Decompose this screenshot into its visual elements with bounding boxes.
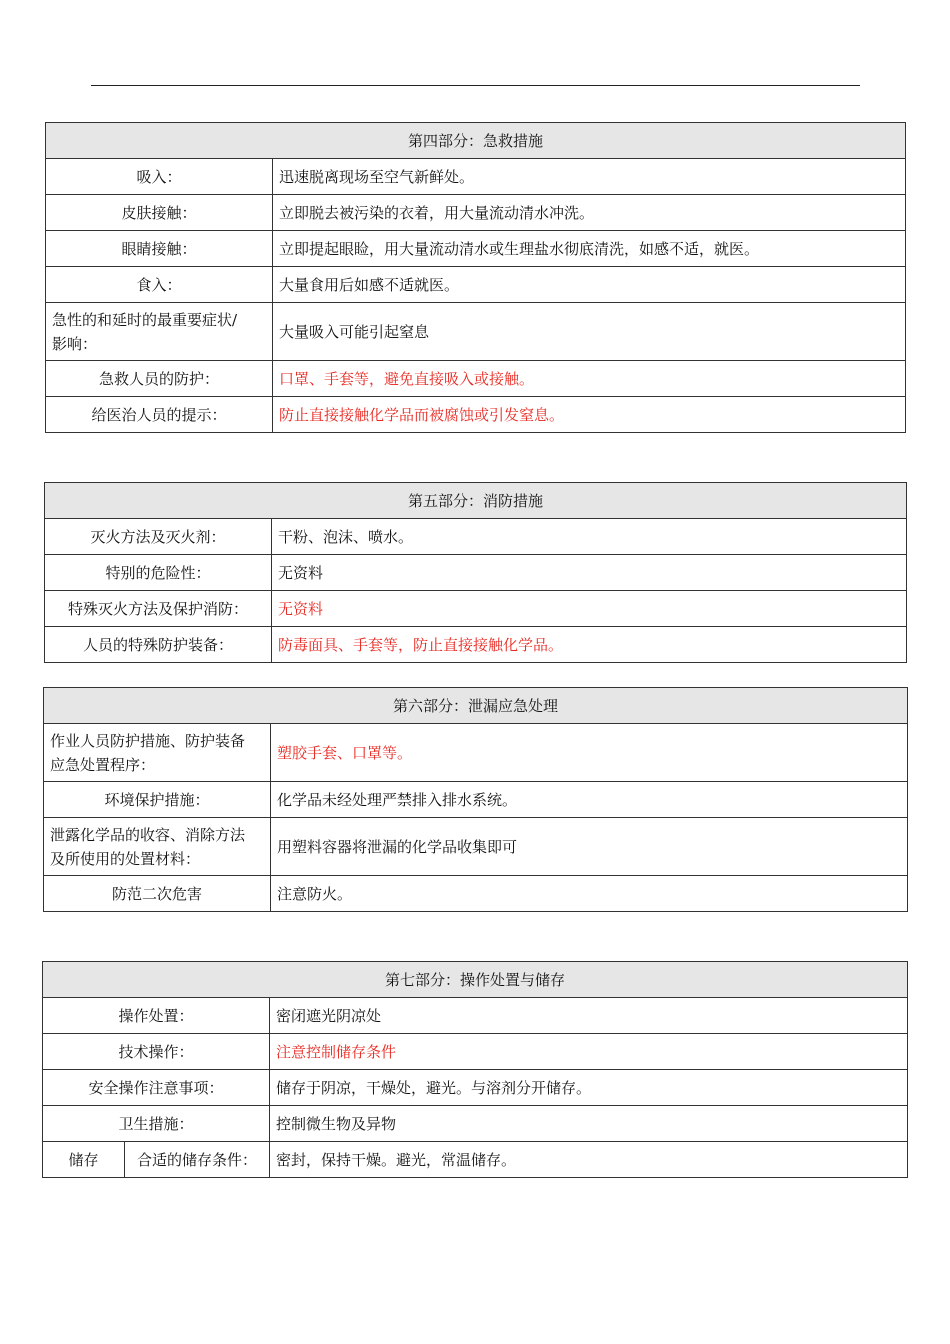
table-row bbox=[46, 231, 906, 267]
table-row bbox=[43, 1142, 908, 1178]
row-label: 皮肤接触： bbox=[46, 195, 273, 231]
section-first-aid bbox=[45, 122, 906, 433]
row-value: 防毒面具、手套等，防止直接接触化学品。 bbox=[272, 627, 907, 663]
section-title: 第五部分：消防措施 bbox=[45, 483, 907, 519]
row-value: 大量吸入可能引起窒息 bbox=[273, 303, 906, 361]
table-row bbox=[46, 159, 906, 195]
row-value: 立即脱去被污染的衣着，用大量流动清水冲洗。 bbox=[273, 195, 906, 231]
table-row bbox=[46, 195, 906, 231]
row-value: 无资料 bbox=[272, 591, 907, 627]
row-value: 干粉、泡沫、喷水。 bbox=[272, 519, 907, 555]
row-label-line: 作业人员防护措施、防护装备 bbox=[50, 731, 246, 750]
table-row bbox=[43, 1070, 908, 1106]
table-row bbox=[44, 876, 908, 912]
row-value: 大量食用后如感不适就医。 bbox=[273, 267, 906, 303]
row-label-line: 应急处置程序： bbox=[50, 755, 156, 774]
table-row bbox=[43, 1034, 908, 1070]
row-value: 防止直接接触化学品而被腐蚀或引发窒息。 bbox=[273, 397, 906, 433]
table-row bbox=[43, 998, 908, 1034]
row-value: 密闭遮光阴凉处 bbox=[270, 998, 908, 1034]
row-label: 眼睛接触： bbox=[46, 231, 273, 267]
table-row bbox=[45, 627, 907, 663]
row-value: 注意控制储存条件 bbox=[270, 1034, 908, 1070]
table-row bbox=[44, 818, 908, 876]
row-label: 安全操作注意事项： bbox=[43, 1070, 270, 1106]
row-label bbox=[46, 303, 273, 361]
table-row bbox=[46, 267, 906, 303]
row-value: 注意防火。 bbox=[271, 876, 908, 912]
row-value: 立即提起眼睑，用大量流动清水或生理盐水彻底清洗，如感不适，就医。 bbox=[273, 231, 906, 267]
row-value: 储存于阴凉，干燥处，避光。与溶剂分开储存。 bbox=[270, 1070, 908, 1106]
table-row bbox=[45, 591, 907, 627]
row-value: 迅速脱离现场至空气新鲜处。 bbox=[273, 159, 906, 195]
section-title: 第四部分：急救措施 bbox=[46, 123, 906, 159]
row-label: 人员的特殊防护装备： bbox=[45, 627, 272, 663]
row-label: 技术操作： bbox=[43, 1034, 270, 1070]
section-firefighting bbox=[44, 482, 907, 663]
header-rule bbox=[91, 85, 860, 86]
row-label bbox=[44, 724, 271, 782]
row-label: 合适的储存条件： bbox=[125, 1142, 270, 1178]
row-label: 给医治人员的提示： bbox=[46, 397, 273, 433]
row-label: 吸入： bbox=[46, 159, 273, 195]
row-group-label: 储存 bbox=[43, 1142, 125, 1178]
row-label: 特殊灭火方法及保护消防： bbox=[45, 591, 272, 627]
row-value: 塑胶手套、口罩等。 bbox=[271, 724, 908, 782]
row-label: 灭火方法及灭火剂： bbox=[45, 519, 272, 555]
table-row bbox=[43, 1106, 908, 1142]
section-title: 第六部分：泄漏应急处理 bbox=[44, 688, 908, 724]
row-value: 无资料 bbox=[272, 555, 907, 591]
row-value: 口罩、手套等，避免直接吸入或接触。 bbox=[273, 361, 906, 397]
table-row bbox=[44, 782, 908, 818]
table-row bbox=[46, 303, 906, 361]
table-row bbox=[46, 397, 906, 433]
row-label-line: 急性的和延时的最重要症状/ bbox=[52, 310, 238, 329]
row-label: 食入： bbox=[46, 267, 273, 303]
row-label: 卫生措施： bbox=[43, 1106, 270, 1142]
row-label: 防范二次危害 bbox=[44, 876, 271, 912]
table-row bbox=[46, 361, 906, 397]
section-title: 第七部分：操作处置与储存 bbox=[43, 962, 908, 998]
row-value: 控制微生物及异物 bbox=[270, 1106, 908, 1142]
section-handling-storage bbox=[42, 961, 908, 1178]
row-label-line: 泄露化学品的收容、消除方法 bbox=[50, 825, 246, 844]
row-label: 环境保护措施： bbox=[44, 782, 271, 818]
row-label-line: 及所使用的处置材料： bbox=[50, 849, 201, 868]
row-value: 用塑料容器将泄漏的化学品收集即可 bbox=[271, 818, 908, 876]
table-row bbox=[45, 555, 907, 591]
row-label-line: 影响： bbox=[52, 334, 98, 353]
row-value: 化学品未经处理严禁排入排水系统。 bbox=[271, 782, 908, 818]
table-row bbox=[44, 724, 908, 782]
section-spill-response bbox=[43, 687, 908, 912]
row-label bbox=[44, 818, 271, 876]
row-label: 操作处置： bbox=[43, 998, 270, 1034]
row-value: 密封，保持干燥。避光，常温储存。 bbox=[270, 1142, 908, 1178]
table-row bbox=[45, 519, 907, 555]
row-label: 特别的危险性： bbox=[45, 555, 272, 591]
row-label: 急救人员的防护： bbox=[46, 361, 273, 397]
